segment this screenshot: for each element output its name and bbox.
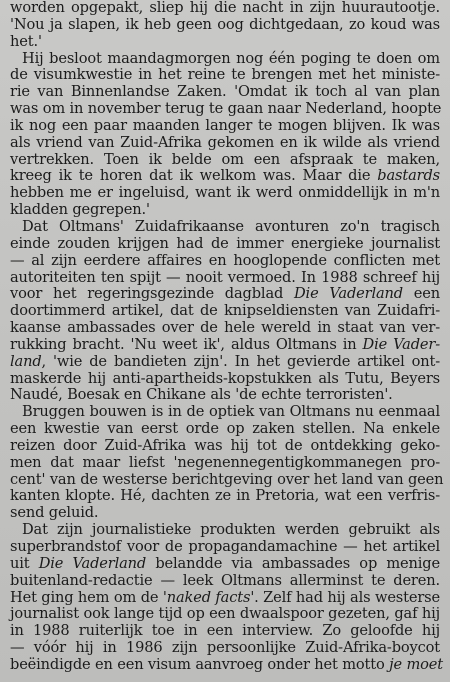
text-run: voor het regeringsgezinde dagblad	[10, 285, 294, 303]
italic-text: je moet	[389, 655, 443, 673]
article-paragraph	[10, 0, 440, 51]
text-run: was om in november terug te gaan naar Nederland, hoopte	[10, 100, 442, 118]
article-line	[10, 371, 440, 388]
article-line	[10, 539, 440, 556]
text-run: Dat zijn journalistieke produkten werden gebruikt als	[22, 521, 440, 539]
article-line	[10, 270, 440, 287]
article-line	[10, 34, 440, 51]
text-run: Het ging hem om de '	[10, 588, 167, 606]
text-run: vertrekken. Toen ik belde om een afspraak te maken,	[10, 150, 440, 168]
italic-text: Die Vaderland	[294, 285, 403, 303]
article-line	[10, 623, 440, 640]
article-line	[10, 219, 440, 236]
text-run: 'Nou ja slapen, ik heb geen oog dichtgedaan, zo koud was	[10, 15, 440, 33]
article-line	[10, 51, 440, 68]
article-line	[10, 0, 440, 17]
text-run: — vóór hij in 1986 zijn persoonlijke Zuid-Afrika-boycot	[10, 639, 440, 657]
text-run: superbrandstof voor de propagandamachine — het artikel	[10, 538, 440, 555]
text-run: kanten klopte. Hé, dachten ze in Pretoria, wat een verfris-	[10, 487, 440, 505]
text-run: rie van Binnenlandse Zaken. 'Omdat ik toch al van plan	[10, 83, 440, 101]
text-run: men dat maar liefst 'negenennegentigkommanegen pro-	[10, 453, 440, 471]
text-run: send geluid.	[10, 504, 99, 522]
text-run: autoriteiten ten spijt — nooit vermoed. In 1988 schreef hij	[10, 268, 440, 286]
article-line	[10, 606, 440, 623]
text-run: ik nog een paar maanden langer te mogen blijven. Ik was	[10, 116, 440, 134]
italic-text: bastards	[377, 167, 440, 185]
text-run: kaanse ambassades over de hele wereld in staat van ver-	[10, 319, 440, 337]
article-paragraph	[10, 219, 440, 404]
text-run: einde zouden krijgen had de immer energieke journalist	[10, 234, 440, 252]
article-line	[10, 17, 440, 34]
text-run: worden opgepakt, sliep hij die nacht in zijn huurautootje.	[10, 0, 440, 16]
article-line	[10, 556, 440, 573]
text-run: Hij besloot maandagmorgen nog één poging te doen om	[22, 49, 440, 67]
text-run: in 1988 ruiterlijk toe in een interview. Zo geloofde hij	[10, 622, 440, 640]
article-line	[10, 253, 440, 270]
article-line	[10, 640, 440, 657]
article-line	[10, 455, 440, 472]
article-line	[10, 505, 440, 522]
article-line	[10, 185, 440, 202]
italic-text: Die Vaderland	[38, 554, 147, 572]
text-run: een	[402, 285, 440, 303]
italic-text: naked facts	[166, 588, 251, 606]
text-run: buitenland-redactie — leek Oltmans allerminst te deren.	[10, 571, 440, 589]
text-run: maskerde hij anti-apartheids-kopstukken als Tutu, Beyers	[10, 369, 440, 387]
article-line	[10, 590, 440, 607]
article-line	[10, 286, 440, 303]
text-run: een kwestie van eerst orde op zaken stellen. Na enkele	[10, 420, 440, 438]
article-line	[10, 168, 440, 185]
article-line	[10, 84, 440, 101]
italic-text: Die Vader-	[362, 335, 441, 353]
article-line	[10, 67, 440, 84]
text-run: als vriend van Zuid-Afrika gekomen en ik wilde als vriend	[10, 133, 440, 151]
article-line	[10, 354, 440, 371]
article-line	[10, 337, 440, 354]
article-line	[10, 387, 440, 404]
text-run: de visumkwestie in het reine te brengen met het ministe-	[10, 66, 440, 84]
article-line	[10, 202, 440, 219]
text-run: Naudé, Boesak en Chikane als 'de echte terroristen'.	[10, 386, 393, 404]
text-run: kladden gegrepen.'	[10, 201, 150, 219]
text-run: doortimmerd artikel, dat de knipseldiensten van Zuidafri-	[10, 302, 440, 320]
text-run: cent' van de westerse berichtgeving over het land van geen	[10, 470, 444, 488]
text-run: journalist ook lange tijd op een dwaalspoor gezeten, gaf hij	[10, 605, 440, 623]
text-run: — al zijn eerdere affaires en hooglopende conflicten met	[10, 251, 440, 269]
article-line	[10, 404, 440, 421]
article-line	[10, 438, 440, 455]
text-run: belandde via ambassades op menige	[146, 554, 440, 572]
article-line	[10, 522, 440, 539]
article-paragraph	[10, 51, 440, 219]
article-paragraph	[10, 403, 444, 522]
article-line	[10, 152, 440, 169]
text-run: het.'	[10, 32, 42, 50]
article-line	[10, 655, 443, 674]
text-run: '. Zelf had hij als westerse	[250, 588, 440, 606]
article-line	[10, 320, 440, 337]
italic-text: land	[10, 352, 42, 370]
text-run: rukking bracht. 'Nu weet ik', aldus Oltmans in	[10, 335, 363, 353]
text-run: , 'wie de bandieten zijn'. In het gevierde artikel ont-	[41, 352, 440, 370]
article-column	[10, 0, 444, 674]
article-line	[10, 101, 440, 118]
article-line	[10, 573, 440, 590]
article-line	[10, 118, 440, 135]
article-line	[10, 470, 444, 489]
text-run: Dat Oltmans' Zuidafrikaanse avonturen zo'n tragisch	[22, 217, 440, 235]
article-line	[10, 303, 440, 320]
text-run: beëindigde en een visum aanvroeg onder het motto	[10, 655, 390, 673]
article-line	[10, 236, 440, 253]
text-run: uit	[10, 554, 39, 572]
text-run: reizen door Zuid-Afrika was hij tot de ontdekking geko-	[10, 436, 440, 454]
article-line	[10, 135, 440, 152]
text-run: hebben me er ingeluisd, want ik werd onmiddellijk in m'n	[10, 184, 440, 202]
article-paragraph	[10, 521, 443, 674]
text-run: Bruggen bouwen is in de optiek van Oltmans nu eenmaal	[22, 403, 440, 421]
article-line	[10, 421, 440, 438]
text-run: kreeg ik te horen dat ik welkom was. Maar die	[10, 167, 378, 185]
article-line	[10, 488, 440, 505]
